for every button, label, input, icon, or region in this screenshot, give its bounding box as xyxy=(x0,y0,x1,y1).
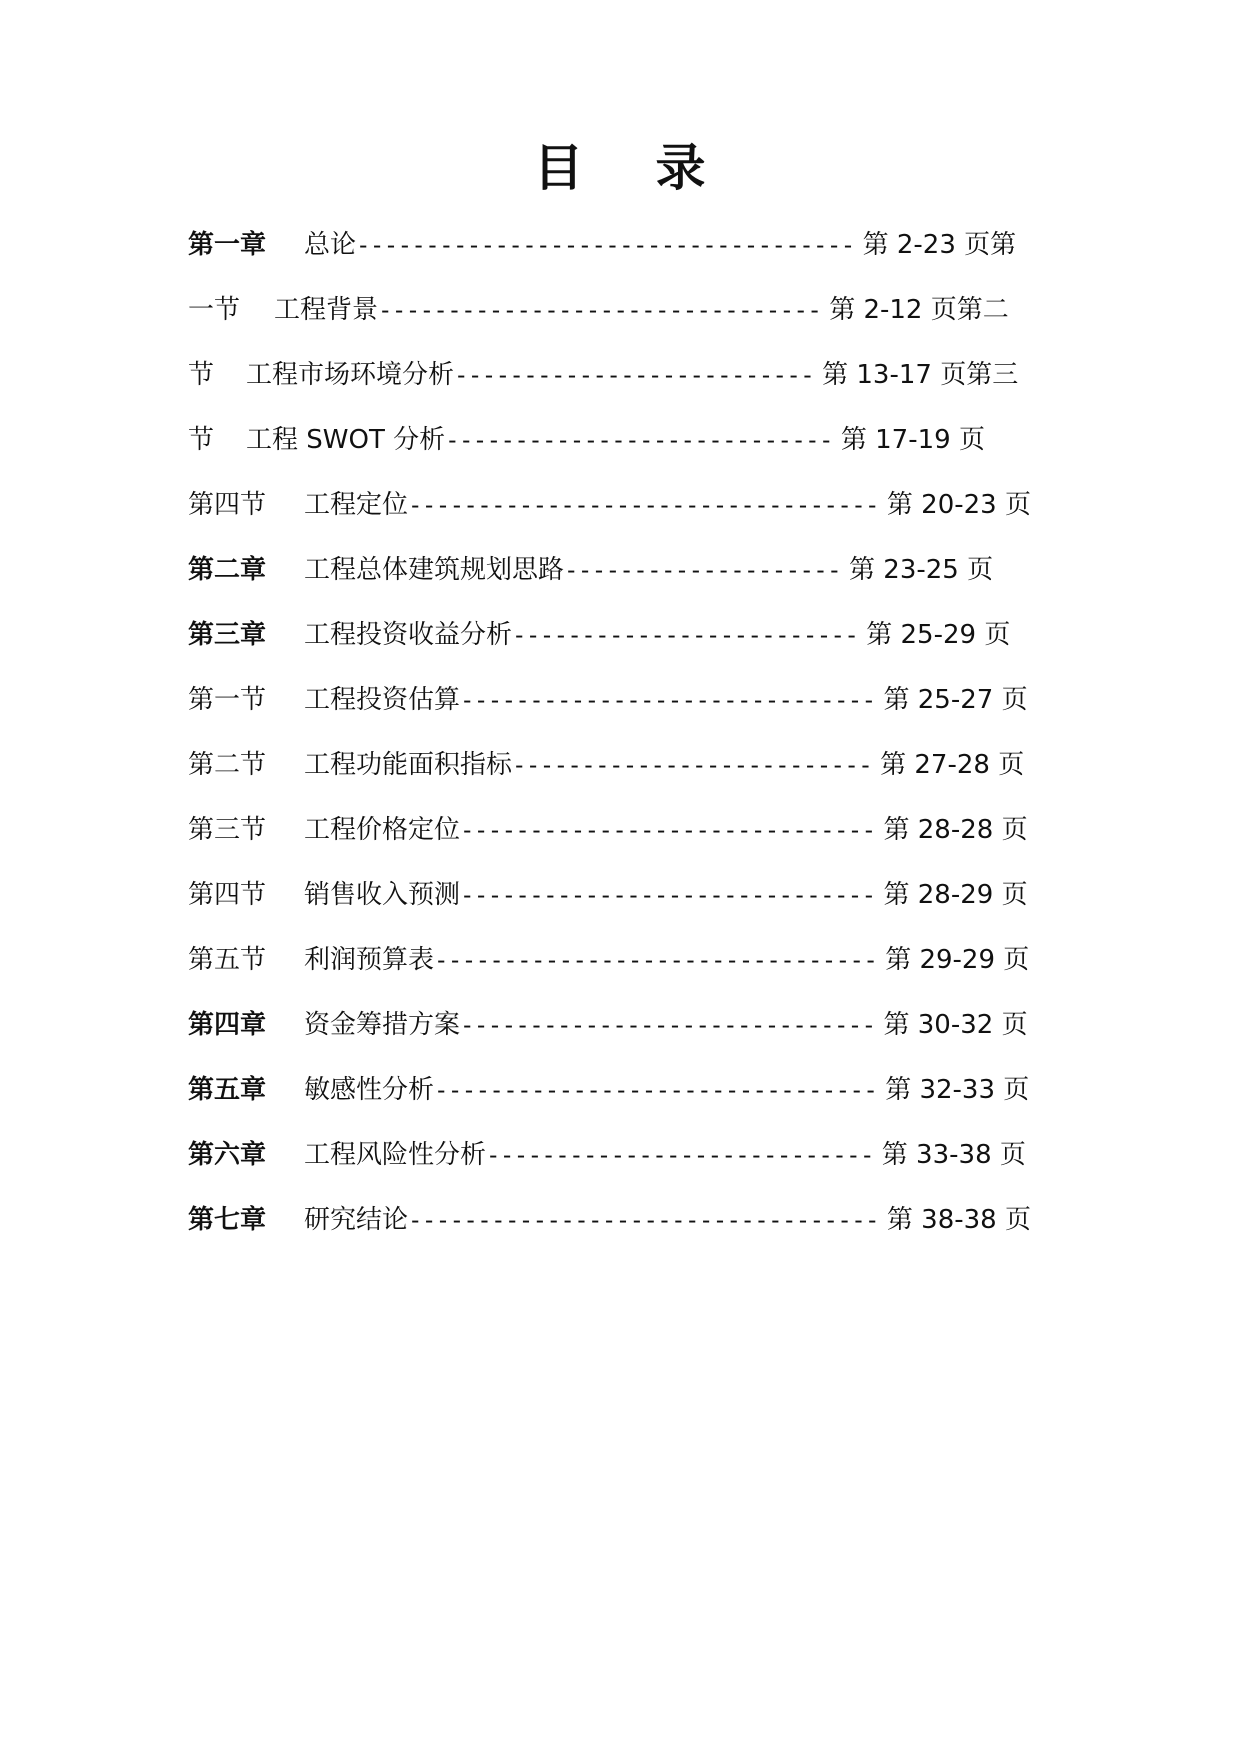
toc-title: 工程市场环境分析 xyxy=(246,360,455,390)
toc-line-section-3-5[interactable] xyxy=(188,940,1029,980)
toc-title: 敏感性分析 xyxy=(304,1075,435,1105)
toc-line-chapter-1[interactable] xyxy=(188,225,1016,265)
toc-page: 第 29-29 页 xyxy=(885,945,1030,975)
toc-line-chapter-5[interactable] xyxy=(188,1070,1029,1110)
toc-page: 第 17-19 页 xyxy=(840,425,985,455)
toc-page: 第 13-17 页第三 xyxy=(822,360,1019,390)
toc-line-section-3-4[interactable] xyxy=(188,875,1028,915)
toc-line-chapter-3[interactable] xyxy=(188,615,1010,655)
toc-leader: -------------------------------- xyxy=(378,296,822,324)
toc-lead: 第四节 xyxy=(188,880,267,910)
toc-title: 资金筹措方案 xyxy=(304,1010,461,1040)
toc-page: 第 30-32 页 xyxy=(883,1010,1028,1040)
toc-line-section-3-1[interactable] xyxy=(188,680,1028,720)
toc-line-section-3-3[interactable] xyxy=(188,810,1028,850)
toc-page: 第 2-23 页第 xyxy=(862,230,1017,260)
toc-lead: 第二章 xyxy=(188,555,267,585)
toc-page: 第 25-27 页 xyxy=(883,685,1028,715)
toc-leader: ------------------------------ xyxy=(460,816,876,844)
toc-leader: -------------------------- xyxy=(454,361,815,389)
toc-title: 工程价格定位 xyxy=(304,815,461,845)
title-char-2: 录 xyxy=(655,139,708,197)
toc-line-section-1-3[interactable] xyxy=(188,420,985,460)
toc-title: 工程风险性分析 xyxy=(304,1140,487,1170)
toc-title: 工程背景 xyxy=(274,295,379,325)
toc-title: 总论 xyxy=(304,230,357,260)
toc-leader: ------------------------------ xyxy=(460,881,876,909)
toc-title: 工程定位 xyxy=(304,490,409,520)
toc-line-section-1-4[interactable] xyxy=(188,485,1031,525)
toc-title: 销售收入预测 xyxy=(304,880,461,910)
toc-lead: 第三章 xyxy=(188,620,267,650)
toc-title: 工程投资估算 xyxy=(304,685,461,715)
toc-title: 工程投资收益分析 xyxy=(304,620,513,650)
toc-lead: 第四节 xyxy=(188,490,267,520)
toc-leader: ------------------------------------ xyxy=(356,231,855,259)
toc-page: 第 23-25 页 xyxy=(849,555,994,585)
toc-lead: 第一节 xyxy=(188,685,267,715)
toc-line-chapter-7[interactable] xyxy=(188,1200,1031,1240)
toc-page: 第 28-29 页 xyxy=(883,880,1028,910)
toc-title: 工程功能面积指标 xyxy=(304,750,513,780)
toc-lead: 第四章 xyxy=(188,1010,267,1040)
toc-leader: ---------------------------------- xyxy=(408,1206,879,1234)
toc-lead: 第三节 xyxy=(188,815,267,845)
toc-page: 第 32-33 页 xyxy=(885,1075,1030,1105)
toc-leader: -------------------------- xyxy=(512,751,873,779)
toc-title: 利润预算表 xyxy=(304,945,435,975)
toc-leader: -------------------- xyxy=(564,556,842,584)
toc-leader: ------------------------------ xyxy=(460,1011,876,1039)
toc-leader: ---------------------------------- xyxy=(408,491,879,519)
toc-leader: ------------------------------ xyxy=(460,686,876,714)
title-char-1: 目 xyxy=(533,139,586,197)
toc-page: 第 28-28 页 xyxy=(883,815,1028,845)
toc-line-section-1-1[interactable] xyxy=(188,290,1009,330)
toc-line-chapter-6[interactable] xyxy=(188,1135,1026,1175)
toc-lead: 节 xyxy=(188,360,215,390)
toc-page: 第 25-29 页 xyxy=(866,620,1011,650)
toc-line-section-3-2[interactable] xyxy=(188,745,1024,785)
toc-leader: -------------------------------- xyxy=(434,946,878,974)
toc-line-chapter-4[interactable] xyxy=(188,1005,1028,1045)
toc-lead: 第一章 xyxy=(188,230,267,260)
toc-page: 第 20-23 页 xyxy=(886,490,1031,520)
toc-lead: 第五章 xyxy=(188,1075,267,1105)
toc-title: 工程总体建筑规划思路 xyxy=(304,555,565,585)
toc-page: 第 38-38 页 xyxy=(886,1205,1031,1235)
toc-leader: -------------------------------- xyxy=(434,1076,878,1104)
toc-page: 第 2-12 页第二 xyxy=(829,295,1009,325)
toc-lead: 第七章 xyxy=(188,1205,267,1235)
toc-page: 第 33-38 页 xyxy=(881,1140,1026,1170)
toc-lead: 节 xyxy=(188,425,215,455)
toc-page: 第 27-28 页 xyxy=(880,750,1025,780)
toc-title: 工程 SWOT 分析 xyxy=(246,425,446,455)
toc-leader: ------------------------- xyxy=(512,621,859,649)
toc-lead: 一节 xyxy=(188,295,241,325)
toc-lead: 第五节 xyxy=(188,945,267,975)
toc-title: 研究结论 xyxy=(304,1205,409,1235)
toc-leader: ---------------------------- xyxy=(486,1141,874,1169)
toc-line-section-1-2[interactable] xyxy=(188,355,1018,395)
toc-lead: 第六章 xyxy=(188,1140,267,1170)
toc-lead: 第二节 xyxy=(188,750,267,780)
toc-line-chapter-2[interactable] xyxy=(188,550,993,590)
toc-leader: ---------------------------- xyxy=(445,426,833,454)
page-title xyxy=(0,138,1241,198)
